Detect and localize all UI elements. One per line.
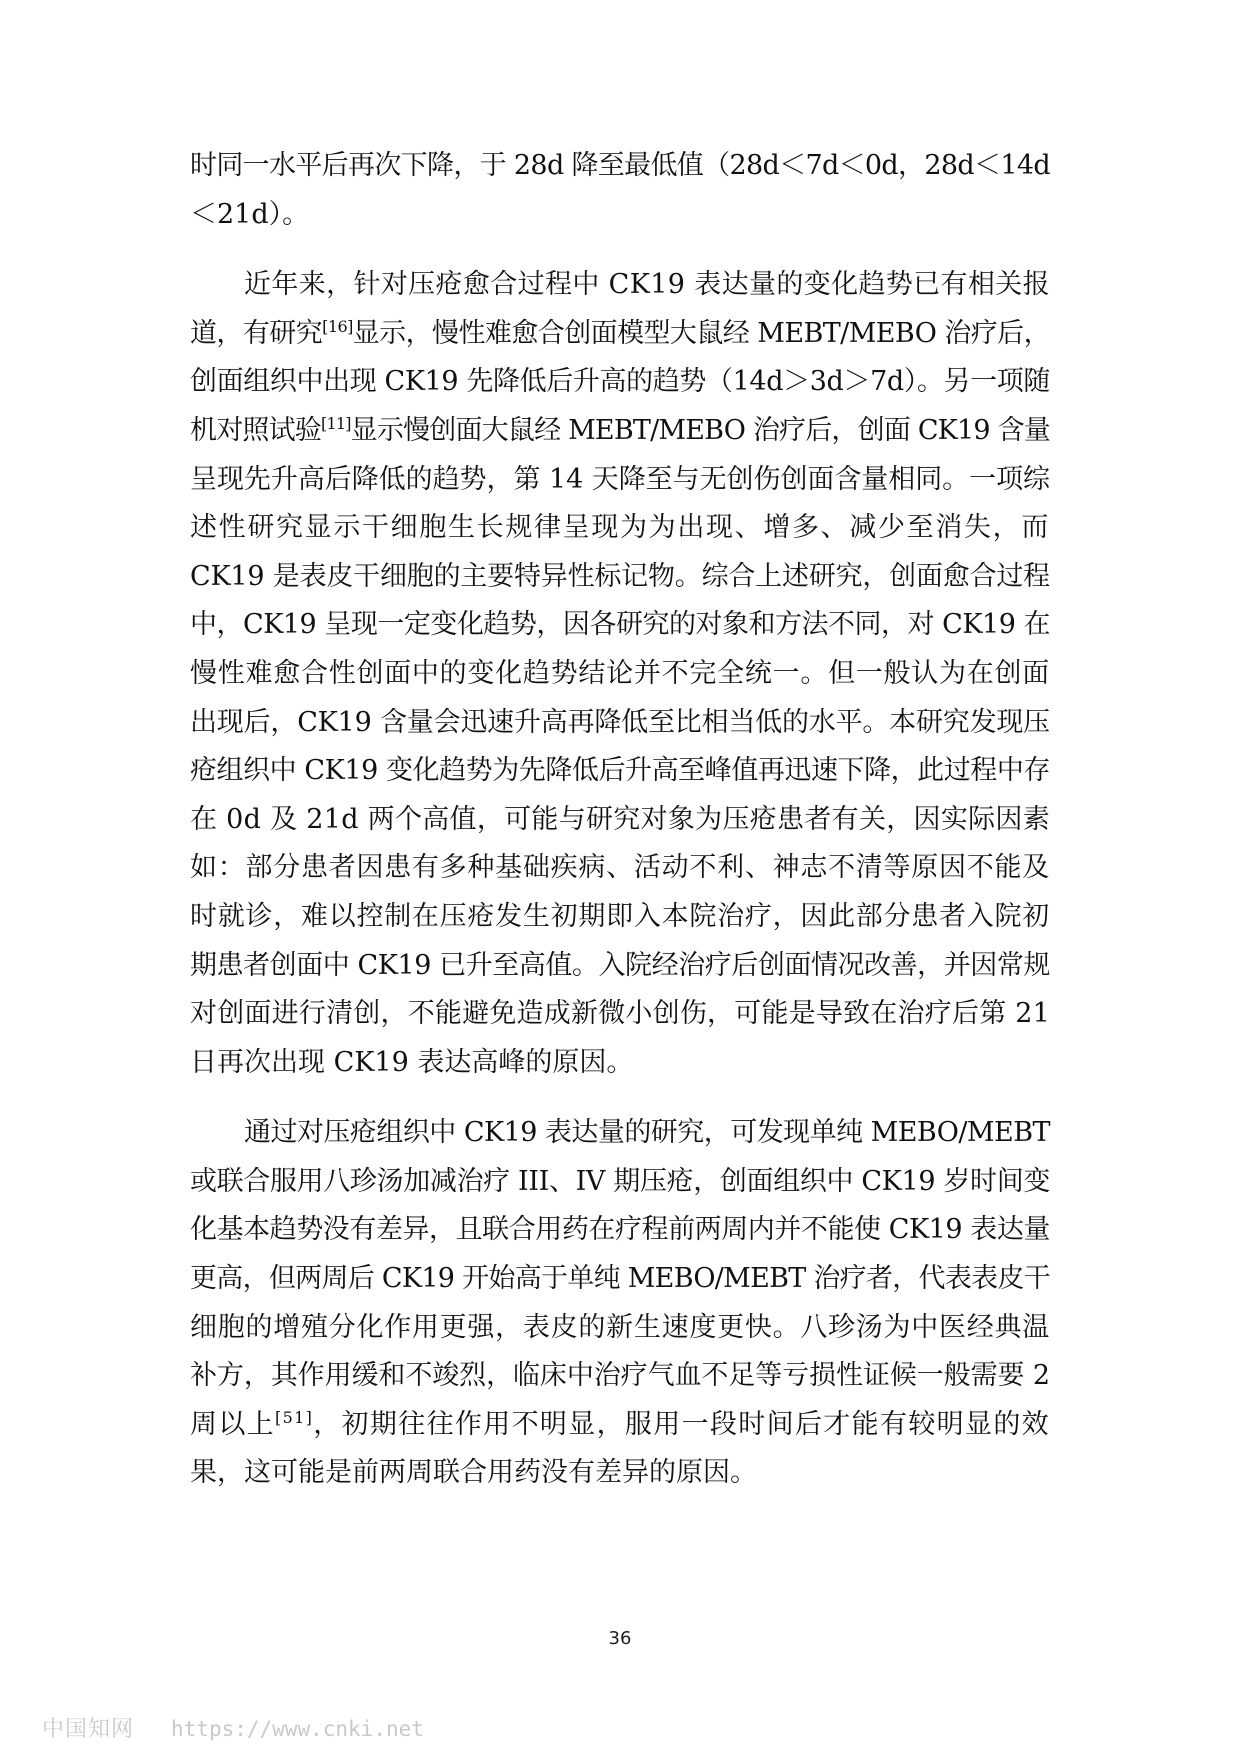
text-run: 周以上 [190,1408,276,1440]
text-line [190,358,1050,407]
text-run: 化基本趋势没有差异，且联合用药在疗程前两周内并不能使 CK19 表达量 [190,1214,1050,1246]
text-run: 机对照试验 [190,414,322,446]
text-run: 近年来，针对压疮愈合过程中 CK19 表达量的变化趋势已有相关报 [244,269,1050,301]
text-run: 创面组织中出现 CK19 先降低后升高的趋势（14d＞3d＞7d）。另一项随 [190,366,1050,398]
text-run: 如：部分患者因患有多种基础疾病、活动不利、神志不清等原因不能及 [190,852,1050,884]
text-run: 果，这可能是前两周联合用药没有差异的原因。 [190,1457,757,1489]
text-line [190,407,1050,456]
text-line [190,1039,1050,1088]
text-line [190,893,1050,942]
paragraph-gap [190,239,1050,261]
text-line [190,142,1050,191]
text-run: 时就诊，难以控制在压疮发生初期即入本院治疗，因此部分患者入院初 [190,900,1050,932]
text-line [190,699,1050,748]
text-line [190,650,1050,699]
text-line [190,747,1050,796]
paragraph-2 [190,261,1050,1087]
text-run: 通过对压疮组织中 CK19 表达量的研究，可发现单纯 MEBO/MEBT [244,1117,1050,1149]
paragraph-3 [190,1109,1050,1498]
text-run: 述性研究显示干细胞生长规律呈现为为出现、增多、减少至消失，而 [190,512,1050,544]
text-run: 道，有研究 [190,317,323,349]
text-line [190,601,1050,650]
text-run: 时同一水平后再次下降，于 28d 降至最低值（28d＜7d＜0d，28d＜14d [190,150,1050,181]
citation-ref: [51] [275,1407,314,1427]
text-run: 显示，慢性难愈合创面模型大鼠经 MEBT/MEBO 治疗后， [352,317,1051,349]
text-run: 中，CK19 呈现一定变化趋势，因各研究的对象和方法不同，对 CK19 在 [190,609,1050,641]
text-run: 出现后，CK19 含量会迅速升高再降低至比相当低的水平。本研究发现压 [190,706,1050,738]
text-run: 疮组织中 CK19 变化趋势为先降低后升高至峰值再迅速下降，此过程中存 [190,755,1050,787]
text-run: 慢性难愈合性创面中的变化趋势结论并不完全统一。但一般认为在创面 [190,657,1050,689]
text-run: 显示慢创面大鼠经 MEBT/MEBO 治疗后，创面 CK19 含量 [350,414,1051,446]
text-line [190,261,1050,310]
paragraph-gap [190,1087,1050,1109]
text-run: 呈现先升高后降低的趋势，第 14 天降至与无创伤创面含量相同。一项综 [190,463,1050,495]
text-line [190,191,1050,240]
text-line [190,796,1050,845]
text-run: ＜21d）。 [190,198,310,230]
text-run: ，初期往往作用不明显，服用一段时间后才能有较明显的效 [313,1408,1051,1440]
cnki-watermark [42,1712,424,1743]
text-run: CK19 是表皮干细胞的主要特异性标记物。综合上述研究，创面愈合过程 [190,560,1050,592]
citation-ref: [11] [321,413,351,433]
paragraph-1 [190,142,1050,239]
text-run: 对创面进行清创，不能避免造成新微小创伤，可能是导致在治疗后第 21 [190,998,1050,1030]
watermark-brand: 中国知网 [42,1717,135,1742]
text-line [190,990,1050,1039]
text-line [190,1352,1050,1401]
text-line [190,1401,1050,1450]
text-line [190,553,1050,602]
text-line [190,1109,1050,1158]
text-line [190,1449,1050,1498]
page-number: 36 [608,1628,632,1649]
text-run: 或联合服用八珍汤加减治疗 III、IV 期压疮，创面组织中 CK19 岁时间变 [190,1165,1050,1197]
text-line [190,310,1050,359]
watermark-url: https://www.cnki.net [171,1717,424,1741]
text-line [190,844,1050,893]
text-run: 日再次出现 CK19 表达高峰的原因。 [190,1046,634,1078]
text-line [190,456,1050,505]
text-run: 期患者创面中 CK19 已升至高值。入院经治疗后创面情况改善，并因常规 [190,949,1050,981]
text-line [190,1158,1050,1207]
text-line [190,942,1050,991]
text-line [190,1255,1050,1304]
text-line [190,1206,1050,1255]
text-run: 细胞的增殖分化作用更强，表皮的新生速度更快。八珍汤为中医经典温 [190,1311,1050,1343]
body-text [190,142,1050,1498]
text-run: 在 0d 及 21d 两个高值，可能与研究对象为压疮患者有关，因实际因素 [190,803,1050,835]
text-line [190,504,1050,553]
text-run: 补方，其作用缓和不竣烈，临床中治疗气血不足等亏损性证候一般需要 2 [190,1360,1050,1392]
text-run: 更高，但两周后 CK19 开始高于单纯 MEBO/MEBT 治疗者，代表表皮干 [190,1263,1050,1295]
text-line [190,1304,1050,1353]
citation-ref: [16] [322,316,353,336]
